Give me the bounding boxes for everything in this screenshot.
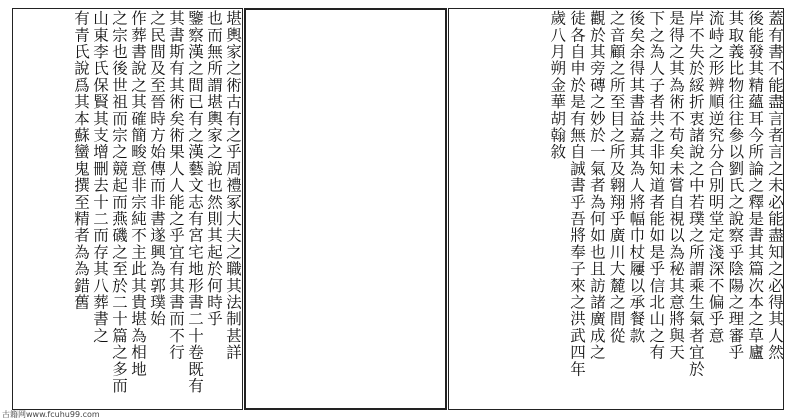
text-column: 鑒察漢之間已有之漢藝文志有宮宅地形書二十卷既有 bbox=[186, 10, 204, 395]
center-fold-line-right bbox=[445, 8, 447, 410]
text-column: 徒各自申於是有無自誠書乎吾將奉子來之洪武四年 bbox=[568, 10, 587, 378]
text-column: 山東李氏保賢其支增刪去十二而存其八葬書之 bbox=[91, 10, 109, 344]
text-column: 也而無所謂堪輿家之說也然則其起於何時乎 bbox=[205, 10, 223, 328]
text-column: 岸不失於綏折衷諸說之中若璞之所謂乘生氣者宜於 bbox=[686, 10, 705, 378]
text-column: 其書斯有其術矣術果人人能之乎宜有其書而不行 bbox=[167, 10, 185, 361]
text-column: 作葬書說之其確簡畯意非宗純不主此其貴堪為相地 bbox=[129, 10, 147, 378]
text-column: 有青氏說爲其本蘇蠻鬼撰至精者為為錯舊 bbox=[72, 10, 90, 311]
right-page-text bbox=[450, 10, 782, 406]
text-column: 之宗也後世祖而宗之競起而燕磯之至於二十篇之多而 bbox=[110, 10, 128, 395]
text-column: 蓋有書不能盡言者言之未必能盡知之必得其人然 bbox=[766, 10, 784, 361]
text-column: 其取義比物往往參以劉氏之說察乎陰陽之理審乎 bbox=[726, 10, 745, 361]
center-fold-line-left bbox=[244, 8, 246, 410]
text-column: 歲八月朔金華胡翰敘 bbox=[548, 10, 567, 161]
text-column: 後能發其精蘊耳今所論之釋是書其篇次本之草廬 bbox=[746, 10, 765, 361]
text-column: 下之為人子者共之非知道者能如是乎信北山之有 bbox=[647, 10, 666, 361]
text-column: 之音顧之所至目之所及翱翔乎廣川大麓之間從 bbox=[607, 10, 626, 344]
center-bottom-border bbox=[244, 408, 447, 410]
text-column: 之民間及至晉時方始傳而非書遂興為郭璞始 bbox=[148, 10, 166, 328]
center-top-border bbox=[244, 8, 447, 10]
left-page-text bbox=[16, 10, 240, 406]
text-column: 後矣余得其書益嘉其為人將幅巾杖屨以承餐款 bbox=[627, 10, 646, 344]
text-column: 流峙之形辨順逆究分合別明堂定淺深不偏乎意 bbox=[706, 10, 725, 344]
site-watermark: 古籍网www.fcuhu99.com bbox=[2, 410, 100, 419]
text-column: 是得之其為術不苟矣未嘗自視以為秘其意將與天 bbox=[667, 10, 686, 361]
text-column: 觀於其旁磚之妙於一氣者為何如也且訪諸廣成之 bbox=[587, 10, 606, 361]
text-column: 堪輿家之術古有之乎周禮冢大夫之職其法制甚詳 bbox=[224, 10, 242, 361]
